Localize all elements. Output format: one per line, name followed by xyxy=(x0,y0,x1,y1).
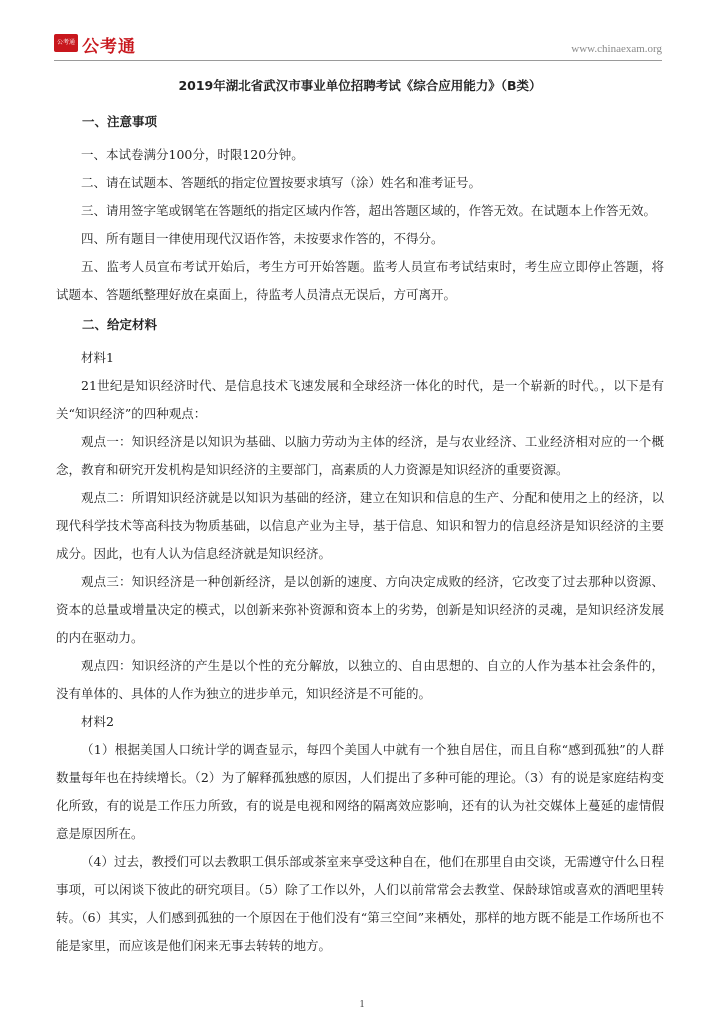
logo-badge: 公考通 xyxy=(54,34,78,52)
material-paragraph: 观点一：知识经济是以知识为基础、以脑力劳动为主体的经济，是与农业经济、工业经济相对应的一个概念，教育和研究开发机构是知识经济的主要部门，高素质的人力资源是知识经济的重要资源。 xyxy=(56,434,664,477)
page-number: 1 xyxy=(359,999,365,1010)
note-item: 四、所有题目一律使用现代汉语作答，未按要求作答的，不得分。 xyxy=(81,231,444,246)
material-paragraph: 观点二：所谓知识经济就是以知识为基础的经济，建立在知识和信息的生产、分配和使用之上的经济，以现代科学技术等高科技为物质基础，以信息产业为主导，基于信息、知识和智力的信息经济是知识经济的主要成分。因此，也有人认为信息经济就是知识经济。 xyxy=(56,490,664,561)
note-item: 三、请用签字笔或钢笔在答题纸的指定区域内作答，超出答题区域的，作答无效。在试题本上作答无效。 xyxy=(81,203,657,218)
material-paragraph: 观点四：知识经济的产生是以个性的充分解放，以独立的、自由思想的、自立的人作为基本社会条件的，没有单体的、具体的人作为独立的进步单元，知识经济是不可能的。 xyxy=(56,658,664,701)
document-body xyxy=(56,76,664,960)
material-label: 材料2 xyxy=(81,714,114,729)
material-label: 材料1 xyxy=(81,350,114,365)
note-item: 一、本试卷满分100分，时限120分钟。 xyxy=(81,147,304,162)
header-divider xyxy=(54,60,662,61)
material-paragraph: 观点三：知识经济是一种创新经济，是以创新的速度、方向决定成败的经济，它改变了过去那种以资源、资本的总量或增量决定的模式，以创新来弥补资源和资本上的劣势，创新是知识经济的灵魂，是知识经济发展的内在驱动力。 xyxy=(56,574,664,645)
site-url[interactable]: www.chinaexam.org xyxy=(571,43,662,55)
page-header xyxy=(0,0,724,64)
section-heading-materials: 二、给定材料 xyxy=(82,317,158,332)
note-item: 五、监考人员宣布考试开始后，考生方可开始答题。监考人员宣布考试结束时，考生应立即停止答题，将试题本、答题纸整理好放在桌面上，待监考人员清点无误后，方可离开。 xyxy=(56,259,664,302)
material-paragraph: （1）根据美国人口统计学的调查显示，每四个美国人中就有一个独自居住，而且自称“感到孤独”的人群数量每年也在持续增长。（2）为了解释孤独感的原因，人们提出了多种可能的理论。（3）有的说是家庭结构变化所致，有的说是工作压力所致，有的说是电视和网络的隔离效应影响，还有的认为社交媒体上蔓延的虚情假意是原因所在。 xyxy=(56,742,664,841)
material-paragraph: （4）过去，教授们可以去教职工俱乐部或茶室来享受这种自在，他们在那里自由交谈，无需遵守什么日程事项，可以闲谈下彼此的研究项目。（5）除了工作以外，人们以前常常会去教堂、保龄球馆或喜欢的酒吧里转转。（6）其实，人们感到孤独的一个原因在于他们没有“第三空间”来栖处，那样的地方既不能是工作场所也不能是家里，而应该是他们闲来无事去转转的地方。 xyxy=(56,854,664,953)
logo-text: 公考通 xyxy=(82,37,136,57)
material-paragraph: 21世纪是知识经济时代、是信息技术飞速发展和全球经济一体化的时代，是一个崭新的时代。，以下是有关“知识经济”的四种观点： xyxy=(56,378,664,421)
note-item: 二、请在试题本、答题纸的指定位置按要求填写（涂）姓名和准考证号。 xyxy=(81,175,482,190)
document-title: 2019年湖北省武汉市事业单位招聘考试《综合应用能力》（B类） xyxy=(178,78,542,93)
section-heading-notes: 一、注意事项 xyxy=(82,114,158,129)
